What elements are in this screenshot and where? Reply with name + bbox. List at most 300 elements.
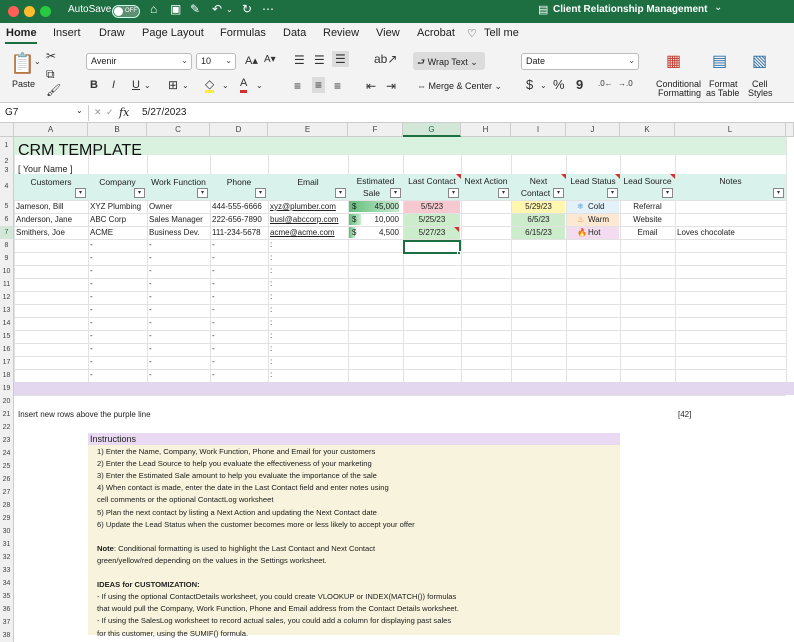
placeholder-company[interactable]: - [90, 370, 93, 379]
decrease-font-size-icon[interactable]: A▾ [264, 54, 276, 65]
placeholder-work-function[interactable]: - [149, 292, 152, 301]
excel-file-icon: ▤ [538, 4, 549, 16]
comment-indicator-icon [615, 174, 620, 179]
gridline-horizontal [14, 317, 786, 318]
sale-currency-symbol[interactable]: $ [352, 215, 357, 224]
instruction-line[interactable]: 1) Enter the Name, Company, Work Function, Phone and Email for your customers [97, 447, 376, 456]
placeholder-email[interactable]: : [270, 305, 273, 314]
gridline-horizontal [14, 304, 786, 305]
placeholder-company[interactable]: - [90, 279, 93, 288]
placeholder-work-function[interactable]: - [149, 318, 152, 327]
customer-cell[interactable]: Anderson, Jane [16, 215, 73, 224]
gridline-horizontal [14, 291, 786, 292]
row-header-27[interactable]: 27 [0, 486, 14, 499]
cell-styles-label-1[interactable]: Cell [752, 79, 768, 89]
row-header-6[interactable]: 6 [0, 213, 14, 226]
filter-dropdown-icon[interactable]: ▾ [255, 188, 266, 198]
formula-bar [0, 103, 794, 123]
row-header-12[interactable]: 12 [0, 291, 14, 304]
lead-status-icon: ♨ [577, 215, 585, 224]
tab-acrobat[interactable]: Acrobat [417, 27, 455, 39]
instruction-line[interactable]: green/yellow/red depending on the values in the Settings worksheet. [97, 555, 327, 565]
row-header-13[interactable]: 13 [0, 304, 14, 317]
customer-cell[interactable]: Jameson, Bill [16, 202, 64, 211]
row-header-16[interactable]: 16 [0, 343, 14, 356]
placeholder-phone[interactable]: - [212, 253, 215, 262]
tab-home[interactable]: Home [6, 27, 37, 39]
row-header-14[interactable]: 14 [0, 317, 14, 330]
instructions-title-text: Instructions [90, 434, 137, 444]
comma-button[interactable]: 9 [576, 77, 584, 92]
tab-tell-me[interactable]: Tell me [484, 27, 519, 39]
insert-rows-note[interactable]: Insert new rows above the purple line [18, 410, 151, 419]
row-header-10[interactable]: 10 [0, 265, 14, 278]
gridline-horizontal [14, 200, 786, 201]
placeholder-phone[interactable]: - [212, 331, 215, 340]
format-painter-icon[interactable]: 🖌 [46, 83, 62, 97]
fill-color-icon[interactable]: ◇ [205, 77, 215, 91]
instruction-line[interactable]: 6) Update the Lead Status when the customer becomes more or less likely to accept your offer [97, 519, 415, 529]
column-header-e[interactable]: E [268, 123, 348, 137]
autosave-toggle[interactable]: OFF [112, 5, 140, 18]
row-header-1[interactable]: 1 [0, 137, 14, 155]
phone-cell[interactable]: 444-555-6666 [212, 202, 262, 211]
customer-cell[interactable]: Smithers, Joe [16, 228, 65, 237]
increase-decimal-icon[interactable]: .0← [598, 79, 613, 88]
tab-draw[interactable]: Draw [99, 27, 125, 39]
comment-indicator-icon [454, 227, 459, 232]
placeholder-email[interactable]: : [270, 331, 273, 340]
placeholder-phone[interactable]: - [212, 292, 215, 301]
placeholder-email[interactable]: : [270, 266, 273, 275]
row-header-26[interactable]: 26 [0, 473, 14, 486]
header-estimated-sale-line1[interactable]: Estimated [356, 176, 395, 186]
company-cell[interactable]: ACME [90, 228, 114, 237]
placeholder-work-function[interactable]: - [149, 240, 152, 249]
window-title: Client Relationship Management [553, 4, 708, 15]
align-right-icon[interactable]: ≡ [334, 79, 342, 93]
placeholder-company[interactable]: - [90, 292, 93, 301]
title-bar [0, 0, 794, 23]
merge-center-button[interactable] [413, 79, 508, 95]
placeholder-email[interactable]: : [270, 344, 273, 353]
email-cell[interactable]: acme@acme.com [270, 228, 335, 237]
sale-currency-symbol[interactable]: $ [352, 202, 357, 211]
filter-dropdown-icon[interactable]: ▾ [498, 188, 509, 198]
row-header-37[interactable]: 37 [0, 616, 14, 629]
gridline-horizontal [14, 343, 786, 344]
formula-input[interactable]: 5/27/2023 [142, 107, 187, 118]
font-color-icon[interactable]: A [240, 77, 247, 93]
column-header-c[interactable]: C [147, 123, 210, 137]
sheet-title[interactable]: CRM TEMPLATE [18, 142, 142, 159]
align-bottom-icon[interactable]: ☰ [332, 51, 349, 67]
column-header-j[interactable]: J [566, 123, 620, 137]
placeholder-company[interactable]: - [90, 318, 93, 327]
conditional-formatting-label-2[interactable]: Formatting [658, 88, 702, 98]
row-header-11[interactable]: 11 [0, 278, 14, 291]
placeholder-company[interactable]: - [90, 357, 93, 366]
row-header-32[interactable]: 32 [0, 551, 14, 564]
tab-formulas[interactable]: Formulas [220, 27, 266, 39]
borders-dropdown-icon[interactable]: ⌄ [182, 81, 189, 90]
instruction-line[interactable]: - If using the optional ContactDetails worksheet, you could create VLOOKUP or INDEX(MATCH()) formulas [97, 592, 457, 602]
comment-indicator-icon [670, 174, 675, 179]
row-header-36[interactable]: 36 [0, 603, 14, 616]
gridline-horizontal [14, 369, 786, 370]
currency-dropdown-icon[interactable]: ⌄ [540, 81, 547, 90]
placeholder-company[interactable]: - [90, 240, 93, 249]
placeholder-email[interactable]: : [270, 240, 273, 249]
next-contact-cell[interactable]: 6/15/23 [525, 228, 552, 237]
orientation-icon[interactable]: ab↗ [374, 52, 398, 66]
gridline-horizontal [14, 265, 786, 266]
company-cell[interactable]: ABC Corp [90, 215, 127, 224]
column-header-g[interactable]: G [403, 123, 461, 137]
instruction-line[interactable]: 4) When contact is made, enter the date in the Last Contact field and enter notes using [97, 483, 389, 493]
fx-icon[interactable]: fx [119, 106, 130, 119]
instruction-line[interactable] [88, 544, 620, 553]
paste-dropdown-icon[interactable]: ⌄ [34, 57, 41, 66]
filter-dropdown-icon[interactable]: ▾ [662, 188, 673, 198]
tab-insert[interactable]: Insert [53, 27, 81, 39]
row-header-29[interactable]: 29 [0, 512, 14, 525]
row-header-28[interactable]: 28 [0, 499, 14, 512]
row-header-23[interactable]: 23 [0, 434, 14, 447]
formula-bar-divider [88, 105, 89, 121]
header-email[interactable]: Email [297, 177, 319, 187]
format-as-table-icon[interactable]: ▤ [712, 53, 728, 70]
lead-source-cell[interactable]: Website [633, 215, 662, 224]
instruction-line[interactable]: IDEAS for CUSTOMIZATION: [97, 580, 200, 590]
font-name-value: Avenir [91, 56, 117, 66]
borders-icon[interactable]: ⊞ [168, 78, 179, 92]
font-name-select[interactable] [86, 53, 192, 70]
row-header-5[interactable]: 5 [0, 200, 14, 213]
zoom-window-button[interactable] [40, 6, 51, 17]
gridline-horizontal [14, 330, 786, 331]
increase-font-size-icon[interactable]: A▴ [245, 55, 258, 67]
row-header-8[interactable]: 8 [0, 239, 14, 252]
row-header-22[interactable]: 22 [0, 421, 14, 434]
gridline-vertical [786, 137, 787, 395]
placeholder-work-function[interactable]: - [149, 279, 152, 288]
column-header-b[interactable]: B [88, 123, 147, 137]
lead-source-cell[interactable]: Email [637, 228, 658, 237]
currency-button[interactable]: $ [526, 77, 534, 92]
placeholder-work-function[interactable]: - [149, 253, 152, 262]
font-size-value: 10 [201, 56, 212, 66]
spreadsheet-grid[interactable] [0, 123, 794, 639]
align-middle-icon[interactable]: ☰ [314, 53, 325, 67]
placeholder-phone[interactable]: - [212, 240, 215, 249]
minimize-window-button[interactable] [24, 6, 35, 17]
placeholder-phone[interactable]: - [212, 279, 215, 288]
align-center-icon[interactable]: ≡ [312, 77, 325, 93]
note-label: Note [97, 543, 114, 553]
header-lead-source[interactable]: Lead Source [623, 176, 672, 186]
work-function-cell[interactable]: Owner [149, 202, 173, 211]
gridline-horizontal [14, 278, 786, 279]
filter-dropdown-icon[interactable]: ▾ [134, 188, 145, 198]
instruction-line[interactable]: - If using the SalesLog worksheet to record actual sales, you could add a column for displaying past sales [97, 616, 452, 626]
row-header-4[interactable]: 4 [0, 174, 14, 200]
placeholder-email[interactable]: : [270, 370, 273, 379]
cut-icon[interactable]: ✂ [46, 49, 57, 63]
header-customers[interactable]: Customers [30, 177, 72, 187]
sale-currency-symbol[interactable]: $ [352, 228, 357, 237]
placeholder-phone[interactable]: - [212, 357, 215, 366]
row-header-7[interactable]: 7 [0, 226, 14, 239]
last-contact-cell[interactable]: 5/5/23 [420, 202, 444, 211]
row-header-18[interactable]: 18 [0, 369, 14, 382]
phone-cell[interactable]: 111-234-5678 [212, 228, 261, 237]
instruction-line[interactable]: 2) Enter the Lead Source to help you evaluate the effectiveness of your marketing [97, 459, 372, 469]
row-header-38[interactable]: 38 [0, 629, 14, 642]
autosave-label: AutoSave [68, 4, 112, 15]
work-function-cell[interactable]: Sales Manager [149, 215, 203, 224]
last-contact-cell[interactable]: 5/25/23 [418, 215, 446, 224]
conditional-formatting-label-1[interactable]: Conditional [656, 79, 702, 89]
font-size-select[interactable] [196, 53, 236, 70]
wrap-text-icon: ⮐ [417, 57, 428, 67]
format-as-table-label-2[interactable]: as Table [706, 88, 740, 98]
percent-button[interactable]: % [553, 77, 565, 92]
name-box[interactable]: G7 [5, 107, 19, 118]
gridline-horizontal [14, 226, 786, 227]
header-estimated-sale-line2[interactable]: Sale [362, 188, 380, 198]
decrease-decimal-icon[interactable]: →.0 [618, 79, 633, 88]
placeholder-work-function[interactable]: - [149, 266, 152, 275]
chevron-down-icon: ⌄ [181, 56, 188, 65]
placeholder-company[interactable]: - [90, 344, 93, 353]
row-header-21[interactable]: 21 [0, 408, 14, 421]
title-chevron-icon[interactable]: ⌄ [714, 2, 723, 13]
active-tab-indicator [5, 42, 37, 44]
conditional-formatting-icon[interactable]: ▦ [666, 53, 682, 70]
cancel-icon[interactable]: ✕ [94, 107, 102, 117]
column-header-filler [786, 123, 794, 137]
header-lead-status[interactable]: Lead Status [570, 176, 616, 186]
filter-dropdown-icon[interactable]: ▾ [773, 188, 784, 198]
placeholder-email[interactable]: : [270, 292, 273, 301]
sale-cell[interactable]: 4,500 [378, 228, 399, 237]
redo-icon[interactable]: ↻ [242, 2, 253, 16]
header-notes[interactable]: Notes [719, 176, 742, 186]
tab-review[interactable]: Review [323, 27, 360, 39]
lead-status-cell[interactable]: Hot [588, 228, 601, 237]
header-next-action[interactable]: Next Action [464, 176, 508, 186]
row-header-35[interactable]: 35 [0, 590, 14, 603]
row-header-19[interactable]: 19 [0, 382, 14, 395]
placeholder-phone[interactable]: - [212, 266, 215, 275]
undo-icon[interactable]: ↶ [212, 2, 223, 16]
filter-dropdown-icon[interactable]: ▾ [75, 188, 86, 198]
gridline-horizontal [14, 395, 786, 396]
gridline-horizontal [14, 213, 786, 214]
italic-button[interactable]: I [112, 79, 116, 91]
instruction-line[interactable]: for this customer, using the SUMIF() formula. [97, 628, 249, 638]
comment-indicator-icon [456, 174, 461, 179]
purple-line-band [14, 382, 794, 395]
row-header-25[interactable]: 25 [0, 460, 14, 473]
column-header-f[interactable]: F [348, 123, 403, 137]
row-header-34[interactable]: 34 [0, 577, 14, 590]
row-header-15[interactable]: 15 [0, 330, 14, 343]
decrease-indent-icon[interactable]: ⇤ [366, 79, 377, 93]
placeholder-email[interactable]: : [270, 318, 273, 327]
placeholder-email[interactable]: : [270, 253, 273, 262]
lead-status-cell[interactable]: Cold [588, 202, 605, 211]
filter-dropdown-icon[interactable]: ▾ [335, 188, 346, 198]
instruction-line[interactable]: that would pull the Company, Work Function, Phone and Email address from the Contact Details worksheet. [97, 604, 459, 614]
placeholder-phone[interactable]: - [212, 318, 215, 327]
header-phone[interactable]: Phone [226, 177, 252, 187]
sale-cell[interactable]: 10,000 [374, 215, 399, 224]
number-format-select[interactable] [521, 53, 639, 70]
comment-indicator-icon [561, 174, 566, 179]
last-contact-cell[interactable]: 5/27/23 [418, 228, 446, 237]
placeholder-company[interactable]: - [90, 331, 93, 340]
placeholder-work-function[interactable]: - [149, 344, 152, 353]
chevron-down-icon: ⌄ [628, 56, 635, 65]
header-company[interactable]: Company [99, 177, 136, 187]
lead-source-cell[interactable]: Referral [633, 202, 662, 211]
underline-button[interactable]: U [132, 79, 140, 91]
instruction-line[interactable]: cell comments or the optional ContactLog worksheet [97, 495, 274, 505]
chevron-down-icon: ⌄ [492, 81, 503, 91]
sheet-subtitle[interactable]: [ Your Name ] [18, 164, 73, 174]
next-contact-cell[interactable]: 5/29/23 [525, 202, 552, 211]
number-format-value: Date [526, 56, 546, 66]
gridline-horizontal [14, 239, 786, 240]
instruction-line[interactable]: 3) Enter the Estimated Sale amount to help you evaluate the importance of the sale [97, 471, 377, 481]
email-cell[interactable]: busl@abccorp.com [270, 215, 339, 224]
placeholder-company[interactable]: - [90, 266, 93, 275]
row-header-9[interactable]: 9 [0, 252, 14, 265]
ribbon-home [0, 45, 794, 103]
chevron-down-icon: ⌄ [225, 56, 232, 65]
instruction-line[interactable]: 5) Plan the next contact by listing a Next Action and updating the Next Contact date [97, 507, 377, 517]
header-work-function[interactable]: Work Function [151, 177, 206, 187]
placeholder-company[interactable]: - [90, 253, 93, 262]
selected-cell-g7[interactable] [403, 240, 461, 254]
placeholder-work-function[interactable]: - [149, 357, 152, 366]
placeholder-company[interactable]: - [90, 305, 93, 314]
row-header-33[interactable]: 33 [0, 564, 14, 577]
align-left-icon[interactable]: ≡ [294, 79, 302, 93]
phone-cell[interactable]: 222-656-7890 [212, 215, 262, 224]
merge-center-label: Merge & Center [428, 81, 493, 91]
name-box-dropdown-icon[interactable]: ⌄ [76, 106, 83, 115]
note-text: : Conditional formatting is used to highlight the Last Contact and Next Contact [113, 543, 376, 553]
underline-dropdown-icon[interactable]: ⌄ [144, 81, 151, 90]
lead-status-cell[interactable]: Warm [588, 215, 610, 224]
paste-icon[interactable]: 📋 [10, 53, 35, 75]
row-header-30[interactable]: 30 [0, 525, 14, 538]
company-cell[interactable]: XYZ Plumbing [90, 202, 142, 211]
save-as-icon[interactable]: ✎ [190, 2, 201, 16]
align-top-icon[interactable]: ☰ [294, 53, 305, 67]
close-window-button[interactable] [8, 6, 19, 17]
filter-dropdown-icon[interactable]: ▾ [448, 188, 459, 198]
sale-cell[interactable]: 45,000 [374, 202, 399, 211]
ribbon-tabs [0, 23, 794, 45]
column-header-i[interactable]: I [511, 123, 566, 137]
bold-button[interactable]: B [90, 79, 98, 91]
row-count[interactable]: [42] [678, 410, 692, 419]
row-header-3[interactable]: 3 [0, 168, 14, 174]
row-header-17[interactable]: 17 [0, 356, 14, 369]
lightbulb-icon: ♡ [467, 28, 477, 40]
fill-color-dropdown-icon[interactable]: ⌄ [222, 81, 229, 90]
cell-styles-icon[interactable]: ▧ [752, 53, 768, 70]
fill-handle[interactable] [457, 251, 461, 255]
filter-dropdown-icon[interactable]: ▾ [390, 188, 401, 198]
placeholder-email[interactable]: : [270, 357, 273, 366]
tab-view[interactable]: View [376, 27, 400, 39]
save-icon[interactable]: ▣ [170, 2, 182, 16]
work-function-cell[interactable]: Business Dev. [149, 228, 200, 237]
header-last-contact[interactable]: Last Contact [408, 176, 456, 186]
column-header-d[interactable]: D [210, 123, 268, 137]
increase-indent-icon[interactable]: ⇥ [386, 79, 397, 93]
row-header-31[interactable]: 31 [0, 538, 14, 551]
tab-page-layout[interactable]: Page Layout [142, 27, 204, 39]
placeholder-email[interactable]: : [270, 279, 273, 288]
next-contact-cell[interactable]: 6/5/23 [527, 215, 550, 224]
row-header-20[interactable]: 20 [0, 395, 14, 408]
notes-cell[interactable]: Loves chocolate [677, 228, 735, 237]
gridline-horizontal [14, 356, 786, 357]
more-icon[interactable]: ⋯ [262, 2, 274, 16]
undo-dropdown-icon[interactable]: ⌄ [226, 5, 233, 14]
column-header-a[interactable]: A [14, 123, 88, 137]
lead-status-icon: ❄ [577, 202, 584, 211]
placeholder-phone[interactable]: - [212, 370, 215, 379]
placeholder-work-function[interactable]: - [149, 370, 152, 379]
merge-icon: ⇔ [417, 81, 429, 91]
copy-icon[interactable]: ⧉ [46, 67, 55, 81]
format-as-table-label-1[interactable]: Format [709, 79, 738, 89]
placeholder-phone[interactable]: - [212, 344, 215, 353]
header-next-contact-line2[interactable]: Contact [520, 188, 551, 198]
placeholder-work-function[interactable]: - [149, 331, 152, 340]
font-color-dropdown-icon[interactable]: ⌄ [256, 81, 263, 90]
row-header-24[interactable]: 24 [0, 447, 14, 460]
header-next-contact-line1[interactable]: Next [529, 176, 548, 186]
row-header-2[interactable]: 2 [0, 155, 14, 168]
column-header-k[interactable]: K [620, 123, 675, 137]
confirm-icon[interactable]: ✓ [106, 107, 114, 117]
email-cell[interactable]: xyz@plumber.com [270, 202, 336, 211]
gridline-horizontal [14, 252, 786, 253]
column-header-h[interactable]: H [461, 123, 511, 137]
placeholder-phone[interactable]: - [212, 305, 215, 314]
home-icon[interactable]: ⌂ [150, 2, 158, 16]
lead-status-icon: 🔥 [577, 228, 587, 237]
cell-styles-label-2[interactable]: Styles [748, 88, 773, 98]
filter-dropdown-icon[interactable]: ▾ [607, 188, 618, 198]
paste-label[interactable]: Paste [12, 79, 36, 89]
tab-data[interactable]: Data [283, 27, 307, 39]
wrap-text-button[interactable] [413, 52, 485, 70]
filter-dropdown-icon[interactable]: ▾ [553, 188, 564, 198]
placeholder-work-function[interactable]: - [149, 305, 152, 314]
filter-dropdown-icon[interactable]: ▾ [197, 188, 208, 198]
column-header-l[interactable]: L [675, 123, 786, 137]
select-all-corner[interactable] [0, 123, 14, 137]
